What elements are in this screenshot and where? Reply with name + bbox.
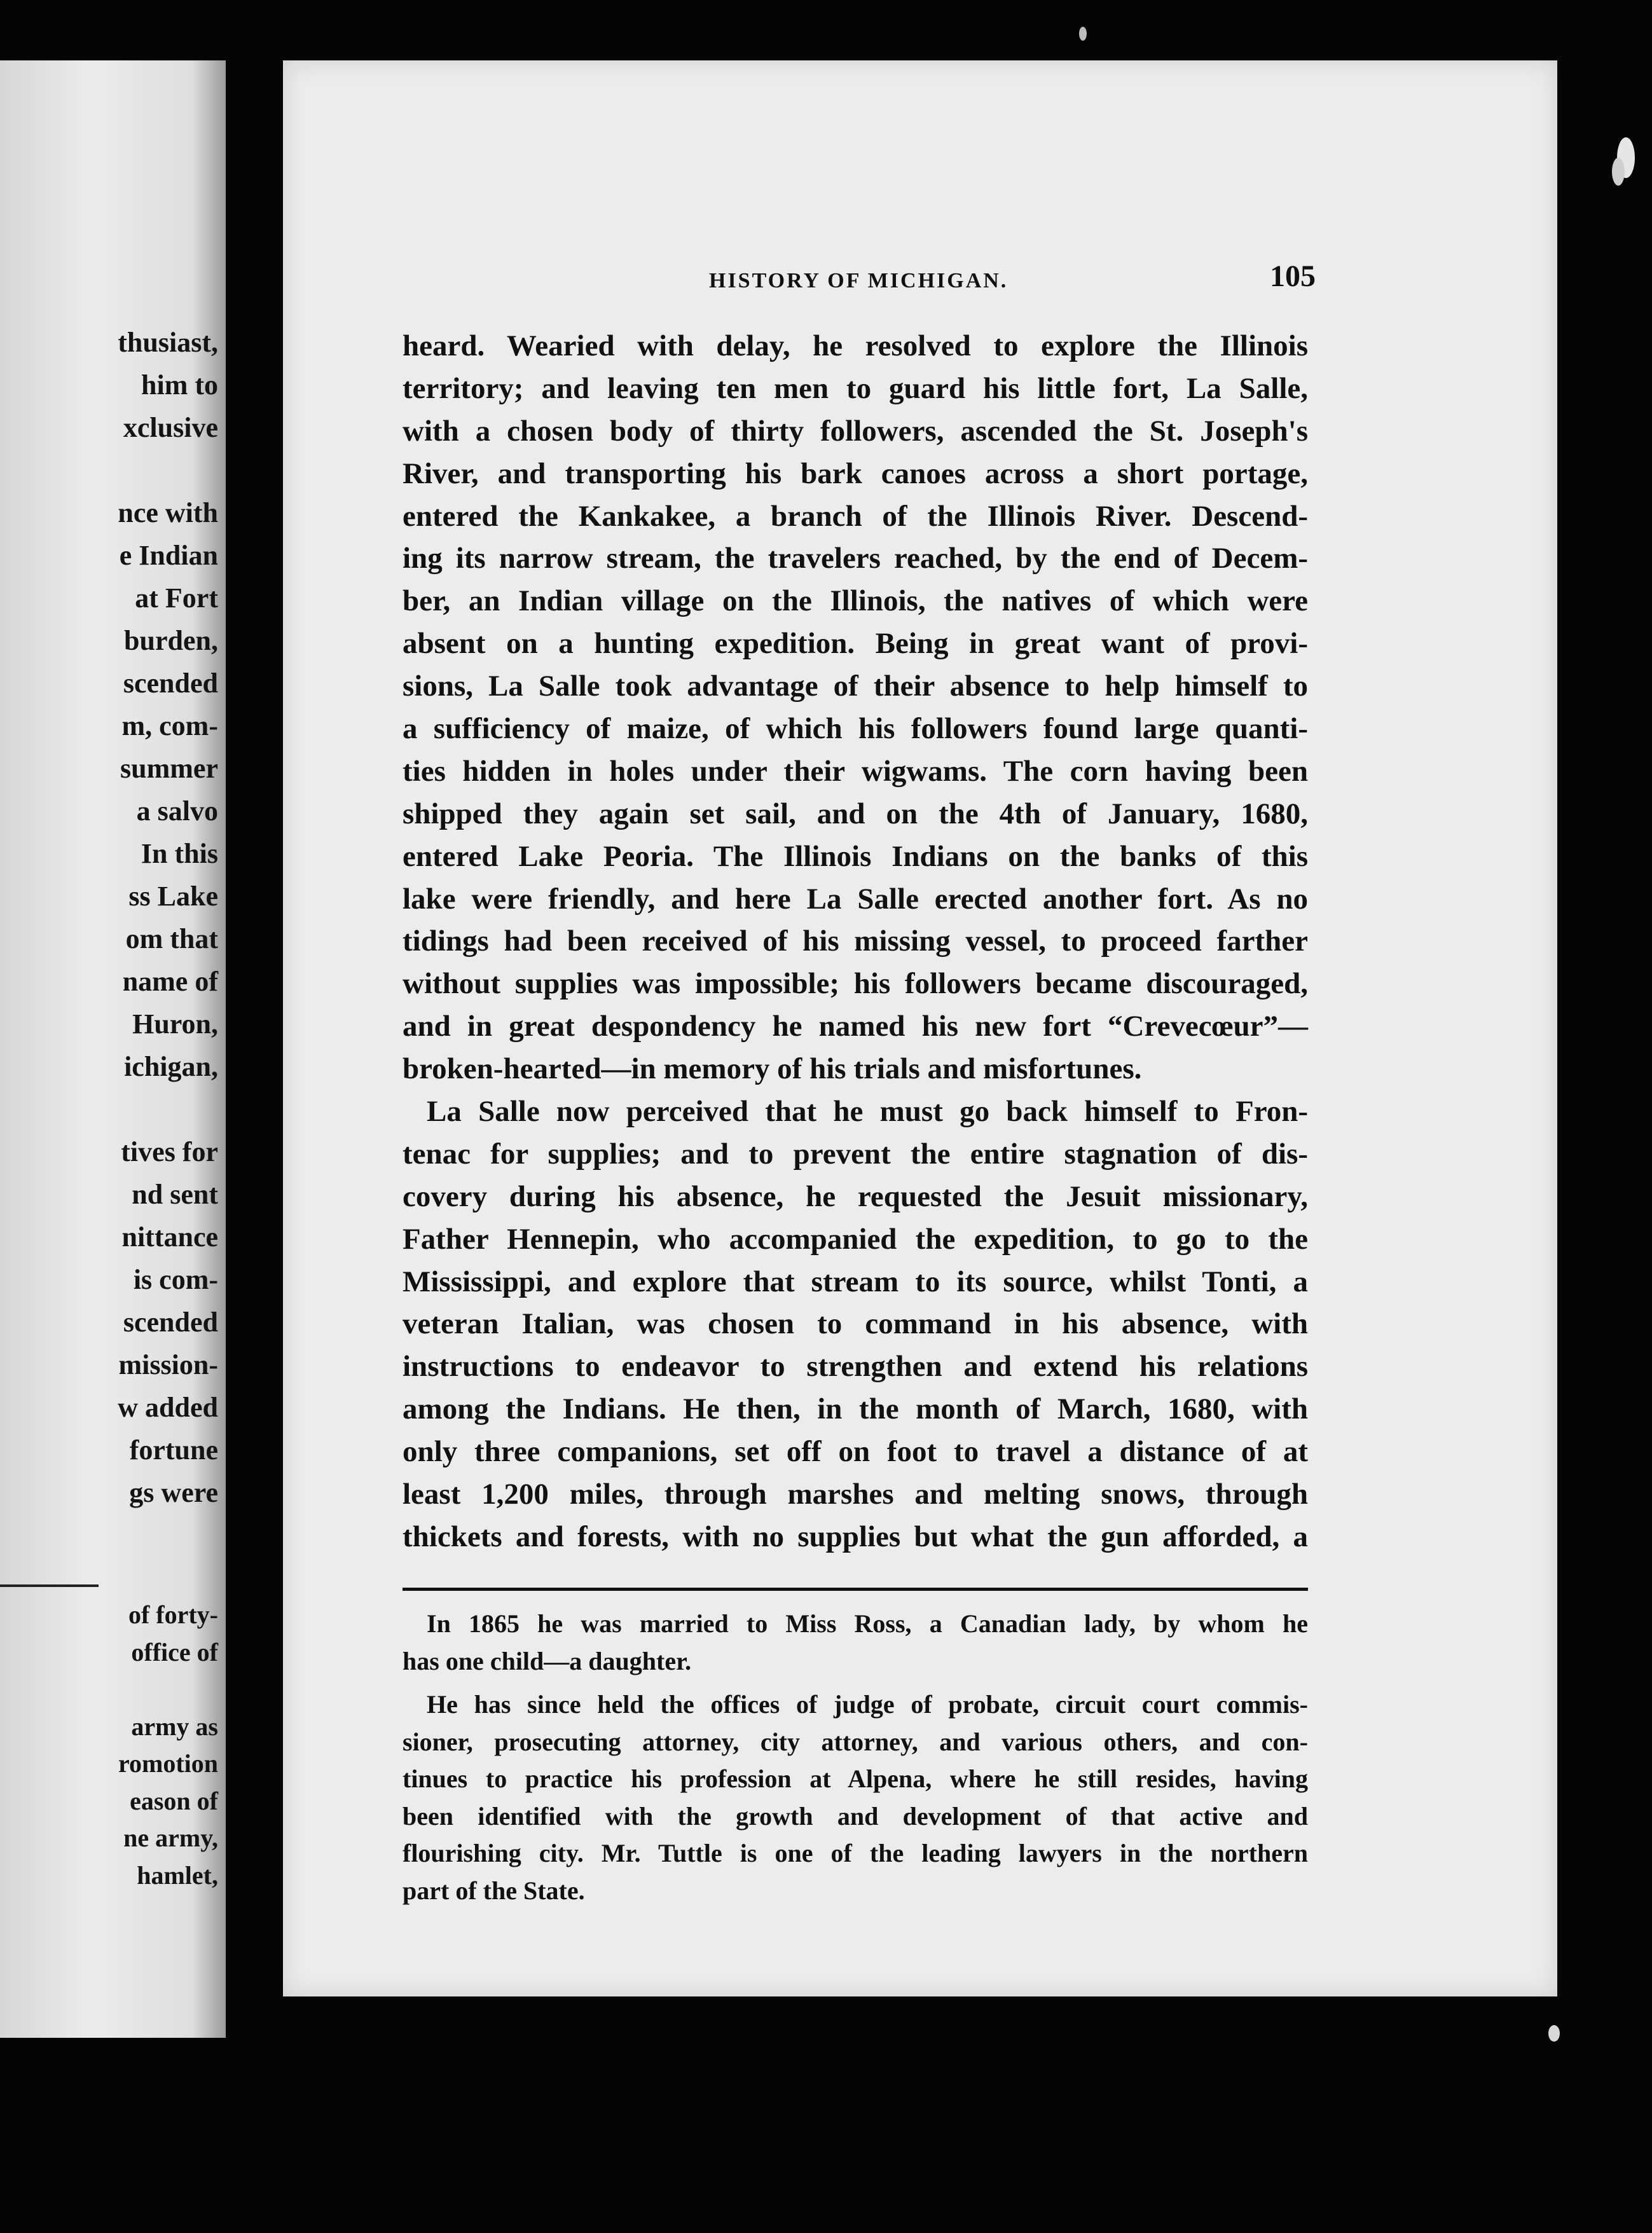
left-line: nittance [121, 1221, 218, 1253]
body-line: a sufficiency of maize, of which his followers found large quanti- [403, 712, 1308, 746]
body-line: tenac for supplies; and to prevent the entire stagnation of dis- [403, 1137, 1308, 1171]
left-line: thusiast, [118, 327, 218, 358]
left-line: In this [141, 838, 218, 869]
body-line: only three companions, set off on foot to travel a distance of at [403, 1435, 1308, 1469]
body-line: shipped they again set sail, and on the 4th of January, 1680, [403, 797, 1308, 830]
body-line: lake were friendly, and here La Salle erected another fort. As no [403, 882, 1308, 916]
running-title: HISTORY OF MICHIGAN. [709, 269, 1008, 292]
scan-speck [1548, 2025, 1560, 2042]
left-line: w added [118, 1392, 218, 1423]
left-line: army as [131, 1712, 218, 1741]
body-line: Father Hennepin, who accompanied the expedition, to go to the [403, 1222, 1308, 1256]
left-line: eason of [130, 1786, 218, 1815]
body-line: Mississippi, and explore that stream to its source, whilst Tonti, a [403, 1265, 1308, 1298]
left-line [118, 1088, 218, 1130]
left-line: m, com- [121, 710, 218, 741]
footnote-line: In 1865 he was married to Miss Ross, a Canadian lady, by whom he [427, 1609, 1308, 1638]
left-line: a salvo [136, 795, 218, 827]
footnote-line: tinues to practice his profession at Alpena, where he still resides, having [403, 1764, 1308, 1793]
body-line: entered the Kankakee, a branch of the Illinois River. Descend- [403, 499, 1308, 533]
page-header [283, 258, 1557, 308]
left-page-text-footnote [118, 1597, 218, 1894]
body-line: veteran Italian, was chosen to command in his absence, with [403, 1307, 1308, 1341]
scan-speck [1079, 27, 1087, 41]
body-line: without supplies was impossible; his followers became discouraged, [403, 967, 1308, 1001]
left-line: hamlet, [137, 1860, 218, 1890]
left-line: mission- [118, 1349, 218, 1380]
body-line: thickets and forests, with no supplies but what the gun afforded, a [403, 1520, 1308, 1553]
body-line: heard. Wearied with delay, he resolved to explore the Illinois [403, 329, 1308, 362]
left-line: tives for [121, 1136, 218, 1167]
footnote [403, 1605, 1308, 1909]
left-line: e Indian [119, 540, 218, 571]
body-line: tidings had been received of his missing vessel, to proceed farther [403, 924, 1308, 958]
footnote-line: sioner, prosecuting attorney, city attorney, and various others, and con- [403, 1727, 1308, 1756]
left-line: him to [141, 369, 218, 401]
left-line [118, 1671, 218, 1708]
body-line: least 1,200 miles, through marshes and melting snows, through [403, 1478, 1308, 1511]
left-line: ss Lake [128, 881, 218, 912]
scan-speck [1612, 158, 1625, 186]
left-line: ne army, [123, 1824, 218, 1852]
left-line: xclusive [123, 412, 218, 443]
book-page [283, 60, 1557, 1996]
left-line: ichigan, [124, 1051, 218, 1082]
body-line: instructions to endeavor to strengthen and extend his relations [403, 1350, 1308, 1384]
body-line: La Salle now perceived that he must go back himself to Fron- [427, 1095, 1308, 1129]
left-line: of forty- [128, 1600, 218, 1629]
body-line: River, and transporting his bark canoes across a short portage, [403, 457, 1308, 490]
footnote-line: been identified with the growth and development of that active and [403, 1801, 1308, 1831]
left-line: scended [123, 1307, 218, 1338]
left-line: at Fort [135, 582, 218, 614]
body-line: sions, La Salle took advantage of their absence to help himself to [403, 670, 1308, 703]
body-text [403, 325, 1308, 1558]
body-line: and in great despondency he named his new fort “Crevecœur”— [403, 1010, 1308, 1043]
left-line: name of [122, 966, 218, 997]
footnote-line: part of the State. [403, 1876, 585, 1905]
body-line: absent on a hunting expedition. Being in great want of provi- [403, 627, 1308, 661]
left-line: romotion [118, 1749, 218, 1778]
body-line: territory; and leaving ten men to guard his little fort, La Salle, [403, 371, 1308, 405]
left-line: nce with [118, 497, 218, 528]
page-number: 105 [1270, 259, 1316, 293]
left-page-text-upper [118, 321, 218, 1514]
left-line: om that [125, 923, 218, 954]
left-line: office of [131, 1637, 218, 1666]
left-line: summer [120, 753, 218, 784]
footnote-line: flourishing city. Mr. Tuttle is one of the leading lawyers in the northern [403, 1839, 1308, 1867]
left-footnote-rule [0, 1584, 99, 1587]
body-line: among the Indians. He then, in the month of March, 1680, with [403, 1392, 1308, 1426]
body-line: ber, an Indian village on the Illinois, the natives of which were [403, 584, 1308, 618]
body-line: with a chosen body of thirty followers, ascended the St. Joseph's [403, 414, 1308, 448]
left-line: burden, [124, 625, 218, 656]
left-line: is com- [133, 1264, 218, 1295]
left-line: gs were [129, 1477, 218, 1508]
body-line: broken-hearted—in memory of his trials and misfortunes. [403, 1052, 1142, 1086]
left-line: Huron, [132, 1008, 218, 1040]
footnote-line: has one child—a daughter. [403, 1646, 692, 1675]
left-line: fortune [129, 1434, 218, 1466]
body-line: ing its narrow stream, the travelers reached, by the end of Decem- [403, 542, 1308, 575]
left-line [118, 449, 218, 491]
body-line: covery during his absence, he requested the Jesuit missionary, [403, 1179, 1308, 1213]
footnote-line: He has since held the offices of judge of probate, circuit court commis- [427, 1690, 1308, 1719]
left-facing-page [0, 60, 226, 2038]
body-line: ties hidden in holes under their wigwams. The corn having been [403, 754, 1308, 788]
left-line: scended [123, 668, 218, 699]
footnote-rule [403, 1588, 1308, 1591]
left-line: nd sent [132, 1179, 218, 1210]
body-line: entered Lake Peoria. The Illinois Indians on the banks of this [403, 839, 1308, 873]
